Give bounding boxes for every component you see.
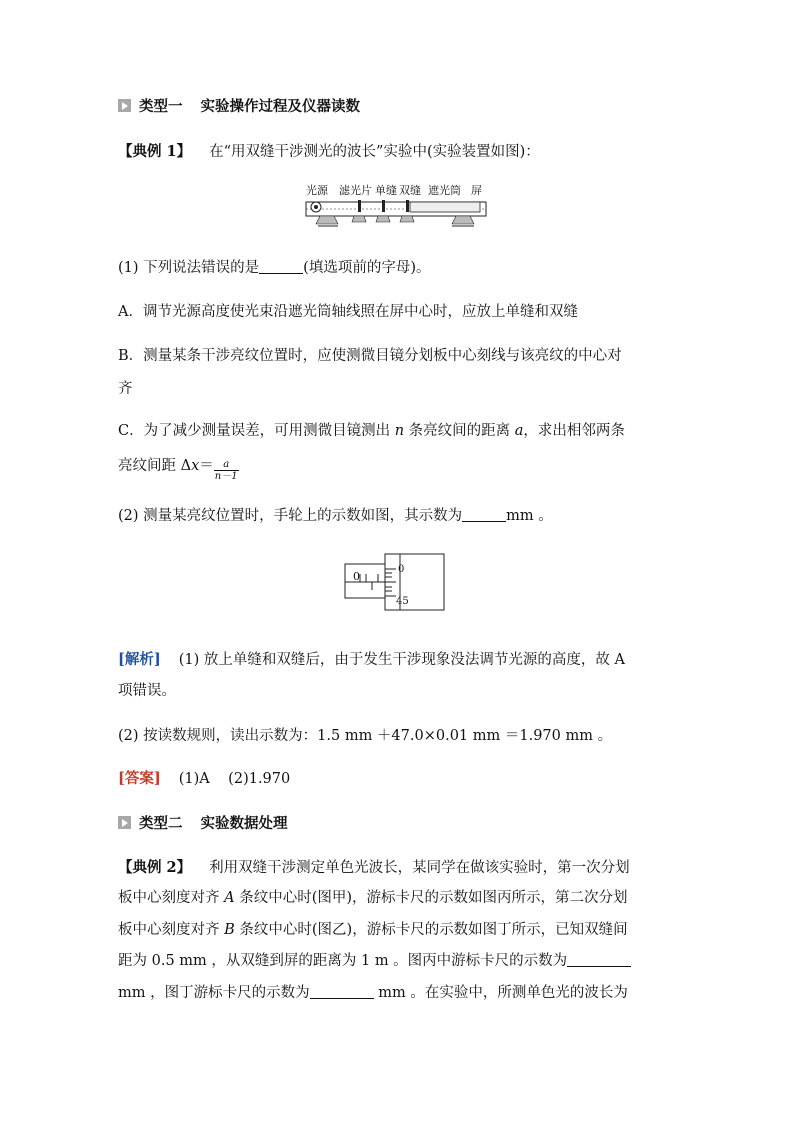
section-subtitle: 实验数据处理 (200, 815, 288, 832)
label-tube: 遮光筒 (428, 184, 461, 197)
section-title: 类型二 (139, 815, 183, 832)
answer-text: (1)A (2)1.970 (178, 771, 291, 787)
q1-prefix: (1) 下列说法错误的是 (118, 260, 260, 276)
option-c-line2 (118, 456, 239, 482)
section-subtitle: 实验操作过程及仪器读数 (200, 98, 360, 115)
label-screen: 屏 (471, 184, 482, 197)
section-heading-1 (118, 97, 360, 117)
ex2-text2a: 板中心刻度对齐 (118, 890, 225, 906)
label-filter: 滤光片 (339, 184, 372, 197)
thimble-label-bottom: 45 (396, 596, 409, 607)
question-text: 在“用双缝干涉测光的波长”实验中(实验装置如图)： (209, 144, 540, 160)
example2-line1 (118, 858, 630, 878)
apparatus-figure (298, 180, 498, 238)
example-tag: 【典例 2】 (118, 859, 192, 876)
answer-line (118, 769, 290, 789)
opt-c-text2: 条亮纹间的距离 (404, 423, 515, 439)
sleeve-zero-label: 0 (353, 570, 360, 583)
option-a: A．调节光源高度使光束沿遮光筒轴线照在屏中心时，应放上单缝和双缝 (118, 304, 578, 320)
var-n: n (394, 423, 405, 439)
var-a: a (514, 423, 524, 439)
analysis-line1 (118, 650, 625, 670)
fraction-denominator: n－1 (214, 471, 238, 482)
q2-prefix: (2) 测量某亮纹位置时，手轮上的示数如图，其示数为 (118, 508, 463, 524)
ex2-text1: 利用双缝干涉测定单色光波长，某同学在做该实验时，第一次分划 (209, 860, 630, 876)
opt-c-text1: C．为了减少测量误差，可用测微目镜测出 (118, 423, 395, 439)
q1-line (118, 258, 430, 278)
opt-c-prefix: 亮纹间距 Δ (118, 458, 192, 474)
ex2-text3a: 板中心刻度对齐 (118, 922, 225, 938)
section-heading-2 (118, 814, 288, 834)
option-b-line2: 齐 (118, 381, 133, 397)
option-b-line1: B．测量某条干涉亮纹位置时，应使测微目镜分划板中心刻线与该亮纹的中心对 (118, 348, 622, 364)
example2-line2 (118, 888, 628, 908)
play-icon (118, 99, 131, 112)
section-title: 类型一 (139, 98, 183, 115)
var-x: x (191, 458, 200, 474)
analysis-tag: [解析] (118, 651, 161, 668)
analysis-text1: (1) 放上单缝和双缝后，由于发生干涉现象没法调节光源的高度，故 A (178, 652, 625, 668)
fraction (214, 459, 239, 482)
q1-suffix: (填选项前的字母)。 (303, 260, 431, 276)
ex2-text5b: mm 。在实验中，所测单色光的波长为 (373, 985, 628, 1001)
ex2-text4: 距为 0.5 mm ，从双缝到屏的距离为 1 m 。图丙中游标卡尺的示数为 (118, 953, 568, 969)
example2-line5 (118, 983, 628, 1003)
analysis-line2: 项错误。 (118, 683, 176, 699)
var-B: B (224, 922, 235, 938)
thimble-label-top: 0 (398, 564, 405, 575)
play-icon (118, 816, 131, 829)
answer-blank[interactable] (567, 966, 631, 967)
label-single-slit: 单缝 (375, 184, 397, 197)
example2-line4 (118, 951, 631, 971)
opt-c-text3: ，求出相邻两条 (523, 423, 625, 439)
example1-question (118, 142, 540, 162)
q2-suffix: mm 。 (506, 508, 553, 524)
option-c-line1 (118, 421, 625, 441)
example2-line3 (118, 920, 628, 940)
ex2-text5a: mm ，图丁游标卡尺的示数为 (118, 985, 310, 1001)
var-A: A (224, 890, 235, 906)
example-tag: 【典例 1】 (118, 143, 192, 160)
label-source: 光源 (306, 184, 328, 197)
ex2-text3b: 条纹中心时(图乙)，游标卡尺的示数如图丁所示，已知双缝间 (234, 922, 628, 938)
micrometer-figure (344, 552, 446, 612)
label-double-slit: 双缝 (399, 184, 421, 197)
answer-blank[interactable] (462, 521, 506, 522)
answer-blank[interactable] (259, 273, 303, 274)
answer-tag: [答案] (118, 770, 161, 787)
fraction-numerator: a (223, 459, 230, 470)
answer-blank[interactable] (310, 998, 374, 999)
analysis-line3: (2) 按读数规则，读出示数为：1.5 mm ＋47.0×0.01 mm ＝1.970 mm 。 (118, 728, 613, 744)
ex2-text2b: 条纹中心时(图甲)，游标卡尺的示数如图丙所示，第二次分划 (234, 890, 628, 906)
q2-line (118, 506, 553, 526)
equals-sign: ＝ (199, 458, 214, 474)
